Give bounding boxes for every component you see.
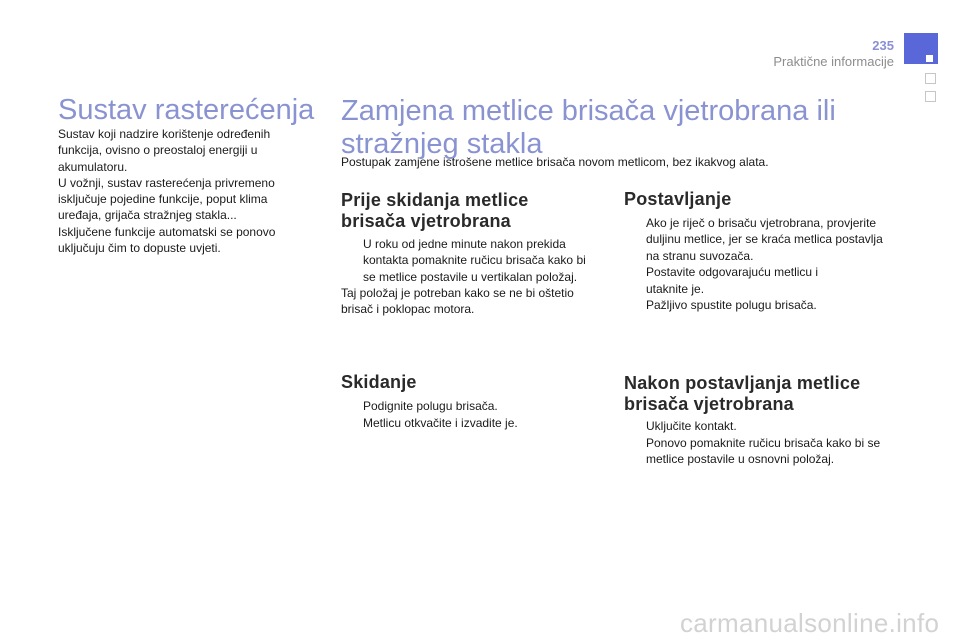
chapter-tab[interactable]: [925, 73, 936, 84]
page-number: 235: [872, 38, 894, 53]
left-title: Sustav rasterećenja: [58, 94, 315, 126]
installation-heading: Postavljanje: [624, 189, 732, 209]
removal-heading: Skidanje: [341, 372, 417, 392]
list-item: Podignite polugu brisača.: [363, 399, 498, 413]
tab-square-icon: [926, 55, 933, 62]
list-item: U roku od jedne minute nakon prekida kontakta pomaknite ručicu brisača kako bi se metlice postavile u vertikalan položaj.: [363, 237, 586, 284]
left-text: Sustav koji nadzire korištenje određenih funkcija, ovisno o preostaloj energiji u akumulatoru. U vožnji, sustav rasterećenja privremeno isključuje pojedine funkcije, poput klima uređaja, grijača stražnjeg stakla... Isključene funkcije automatski se ponovo uključuju čim to dopuste uvjeti.: [58, 127, 276, 256]
list-item: Ako je riječ o brisaču vjetrobrana, provjerite duljinu metlice, jer se kraća metlica postavlja na stranu suvozača.: [646, 216, 883, 263]
before-removal-list: [341, 236, 599, 285]
chapter-tab[interactable]: [925, 91, 936, 102]
after-installation-heading: Nakon postavljanja metlice brisača vjetrobrana: [624, 373, 861, 414]
after-installation-list: [624, 418, 882, 468]
list-item: Ponovo pomaknite ručicu brisača kako bi se metlice postavile u osnovni položaj.: [646, 435, 881, 467]
main-title: Zamjena metlice brisača vjetrobrana ili stražnjeg stakla: [341, 95, 836, 160]
watermark: carmanualsonline.info: [680, 608, 940, 638]
main-intro: Postupak zamjene istrošene metlice brisača novom metlicom, bez ikakvog alata.: [341, 155, 769, 169]
section-title: Praktične informacije: [773, 54, 894, 69]
removal-list: [341, 398, 599, 432]
before-removal-note: Taj položaj je potreban kako se ne bi oštetio brisač i poklopac motora.: [341, 286, 574, 317]
before-removal-heading: Prije skidanja metlice brisača vjetrobrana: [341, 190, 529, 231]
list-item: Uključite kontakt.: [646, 419, 737, 433]
installation-list: [624, 215, 892, 314]
chapter-tab-active[interactable]: [904, 33, 938, 64]
list-item: Postavite odgovarajuću metlicu i utaknite je.: [646, 265, 819, 296]
list-item: Pažljivo spustite polugu brisača.: [646, 298, 817, 313]
list-item: Metlicu otkvačite i izvadite je.: [363, 415, 518, 430]
